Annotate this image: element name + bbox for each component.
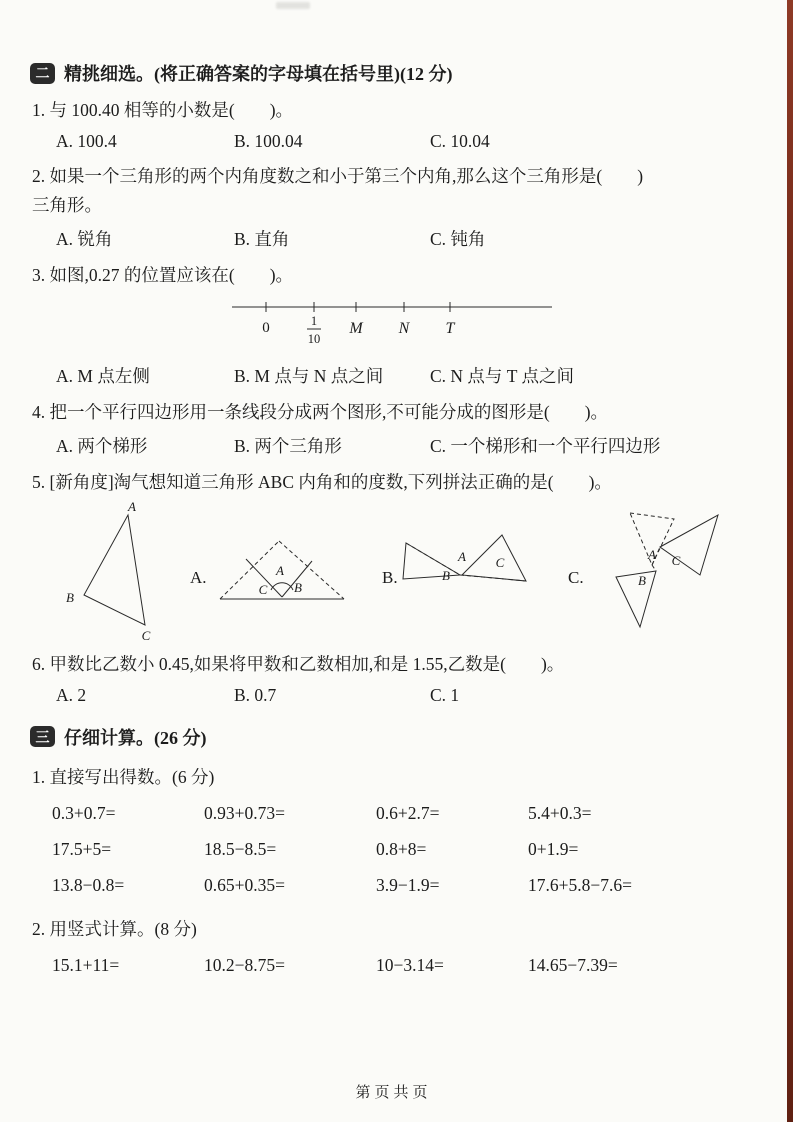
q6-option-b: B. 0.7: [234, 684, 277, 705]
section-choice-title: 精挑细选。(将正确答案的字母填在括号里)(12 分): [64, 64, 453, 84]
question-4-text: 4. 把一个平行四边形用一条线段分成两个图形,不可能分成的图形是( )。: [32, 402, 609, 423]
calc-item: 0.6+2.7=: [376, 802, 440, 823]
optB-vertex-b: B: [442, 567, 450, 583]
numberline-label-zero: 0: [262, 320, 270, 337]
q4-option-a: A. 两个梯形: [56, 436, 148, 457]
option-c-label: C.: [568, 567, 584, 587]
q3-option-a: A. M 点左侧: [56, 366, 150, 387]
question-2-text-line1: 2. 如果一个三角形的两个内角度数之和小于第三个内角,那么这个三角形是( ): [32, 166, 644, 187]
optA-vertex-b: B: [294, 579, 302, 595]
numberline-label-t: T: [445, 320, 455, 338]
q1-option-a: A. 100.4: [56, 131, 117, 152]
numberline-label-m: M: [349, 320, 363, 338]
scan-edge-artifact: [787, 0, 793, 1122]
optB-vertex-c: C: [495, 554, 505, 570]
q2-option-b: B. 直角: [234, 229, 290, 250]
calc-item: 18.5−8.5=: [204, 838, 277, 859]
q4-option-c: C. 一个梯形和一个平行四边形: [430, 436, 661, 457]
calc-item: 0.3+0.7=: [52, 802, 116, 823]
scan-smudge-artifact: [276, 2, 310, 9]
section-calc-title: 仔细计算。(26 分): [64, 727, 207, 748]
question-2-options: [56, 226, 749, 251]
calc-item: 15.1+11=: [52, 954, 120, 975]
calc-item: 0.93+0.73=: [204, 802, 285, 823]
q4-option-b: B. 两个三角形: [234, 436, 342, 457]
numberline-label-n: N: [398, 320, 410, 338]
q6-option-c: C. 1: [430, 684, 460, 705]
optC-vertex-a: A: [648, 546, 656, 562]
calc-item: 3.9−1.9=: [376, 874, 440, 895]
question-1-text: 1. 与 100.40 相等的小数是( )。: [32, 100, 294, 120]
page-footer: 第页共页: [355, 1085, 432, 1101]
section-choice-header: [30, 60, 749, 86]
calc-item: 13.8−0.8=: [52, 874, 125, 895]
optA-vertex-a: A: [276, 562, 284, 578]
q3-option-c: C. N 点与 T 点之间: [430, 366, 575, 387]
calc-item: 0+1.9=: [528, 838, 579, 859]
question-4-options: [56, 433, 749, 458]
section-two-badge-icon: 二: [30, 63, 55, 84]
optC-vertex-c: C: [671, 552, 681, 568]
calc-item: 0.8+8=: [376, 838, 427, 859]
triangle-abc-figure: [66, 499, 151, 643]
question-6-text: 6. 甲数比乙数小 0.45,如果将甲数和乙数相加,和是 1.55,乙数是( )。: [32, 653, 565, 674]
question-5-figures: [32, 499, 749, 649]
optC-vertex-b: B: [638, 572, 646, 588]
calc-item: 10−3.14=: [376, 954, 444, 975]
question-5-text: 5. [新角度]淘气想知道三角形 ABC 内角和的度数,下列拼法正确的是( )。: [32, 472, 612, 493]
calc-part1-title: 1. 直接写出得数。(6 分): [32, 766, 215, 787]
calc-item: 14.65−7.39=: [528, 954, 618, 975]
question-3-options: [56, 363, 749, 388]
option-b-figure: [382, 535, 526, 587]
q1-option-c: C. 10.04: [430, 131, 490, 152]
calc-item: 10.2−8.75=: [204, 954, 285, 975]
section-three-badge-icon: 三: [30, 726, 55, 747]
option-a-figure: [190, 541, 344, 599]
main-vertex-b: B: [66, 589, 74, 605]
calc-item: 0.65+0.35=: [204, 874, 285, 895]
optB-vertex-a: A: [458, 548, 466, 564]
question-1-options: [56, 131, 749, 152]
option-b-label: B.: [382, 567, 398, 587]
question-6-options: [56, 685, 749, 706]
main-vertex-a: A: [128, 498, 136, 514]
numberline-fraction-one-tenth: [307, 314, 321, 346]
q3-option-b: B. M 点与 N 点之间: [234, 366, 384, 387]
calc-item: 17.5+5=: [52, 838, 112, 859]
calc-item: 17.6+5.8−7.6=: [528, 874, 632, 895]
q6-option-a: A. 2: [56, 684, 87, 705]
q1-option-b: B. 100.04: [234, 131, 303, 152]
mental-math-grid: [52, 803, 749, 896]
question-3-text: 3. 如图,0.27 的位置应该在( )。: [32, 265, 294, 286]
fraction-numerator: 1: [310, 314, 318, 329]
question-2-text-line2: 三角形。: [32, 195, 102, 216]
number-line-axis: [232, 302, 552, 312]
column-method-grid: [52, 955, 749, 976]
option-c-figure: [568, 513, 718, 627]
calc-part2-title: 2. 用竖式计算。(8 分): [32, 918, 197, 939]
fraction-denominator: 10: [307, 332, 321, 347]
q2-option-c: C. 钝角: [430, 229, 486, 250]
calc-item: 5.4+0.3=: [528, 802, 592, 823]
optA-vertex-c: C: [258, 581, 268, 597]
number-line-figure: [230, 291, 749, 354]
section-calc-header: [30, 724, 749, 750]
option-a-label: A.: [190, 567, 207, 587]
worksheet-content: [30, 60, 749, 976]
main-vertex-c: C: [141, 627, 151, 643]
q2-option-a: A. 锐角: [56, 229, 113, 250]
